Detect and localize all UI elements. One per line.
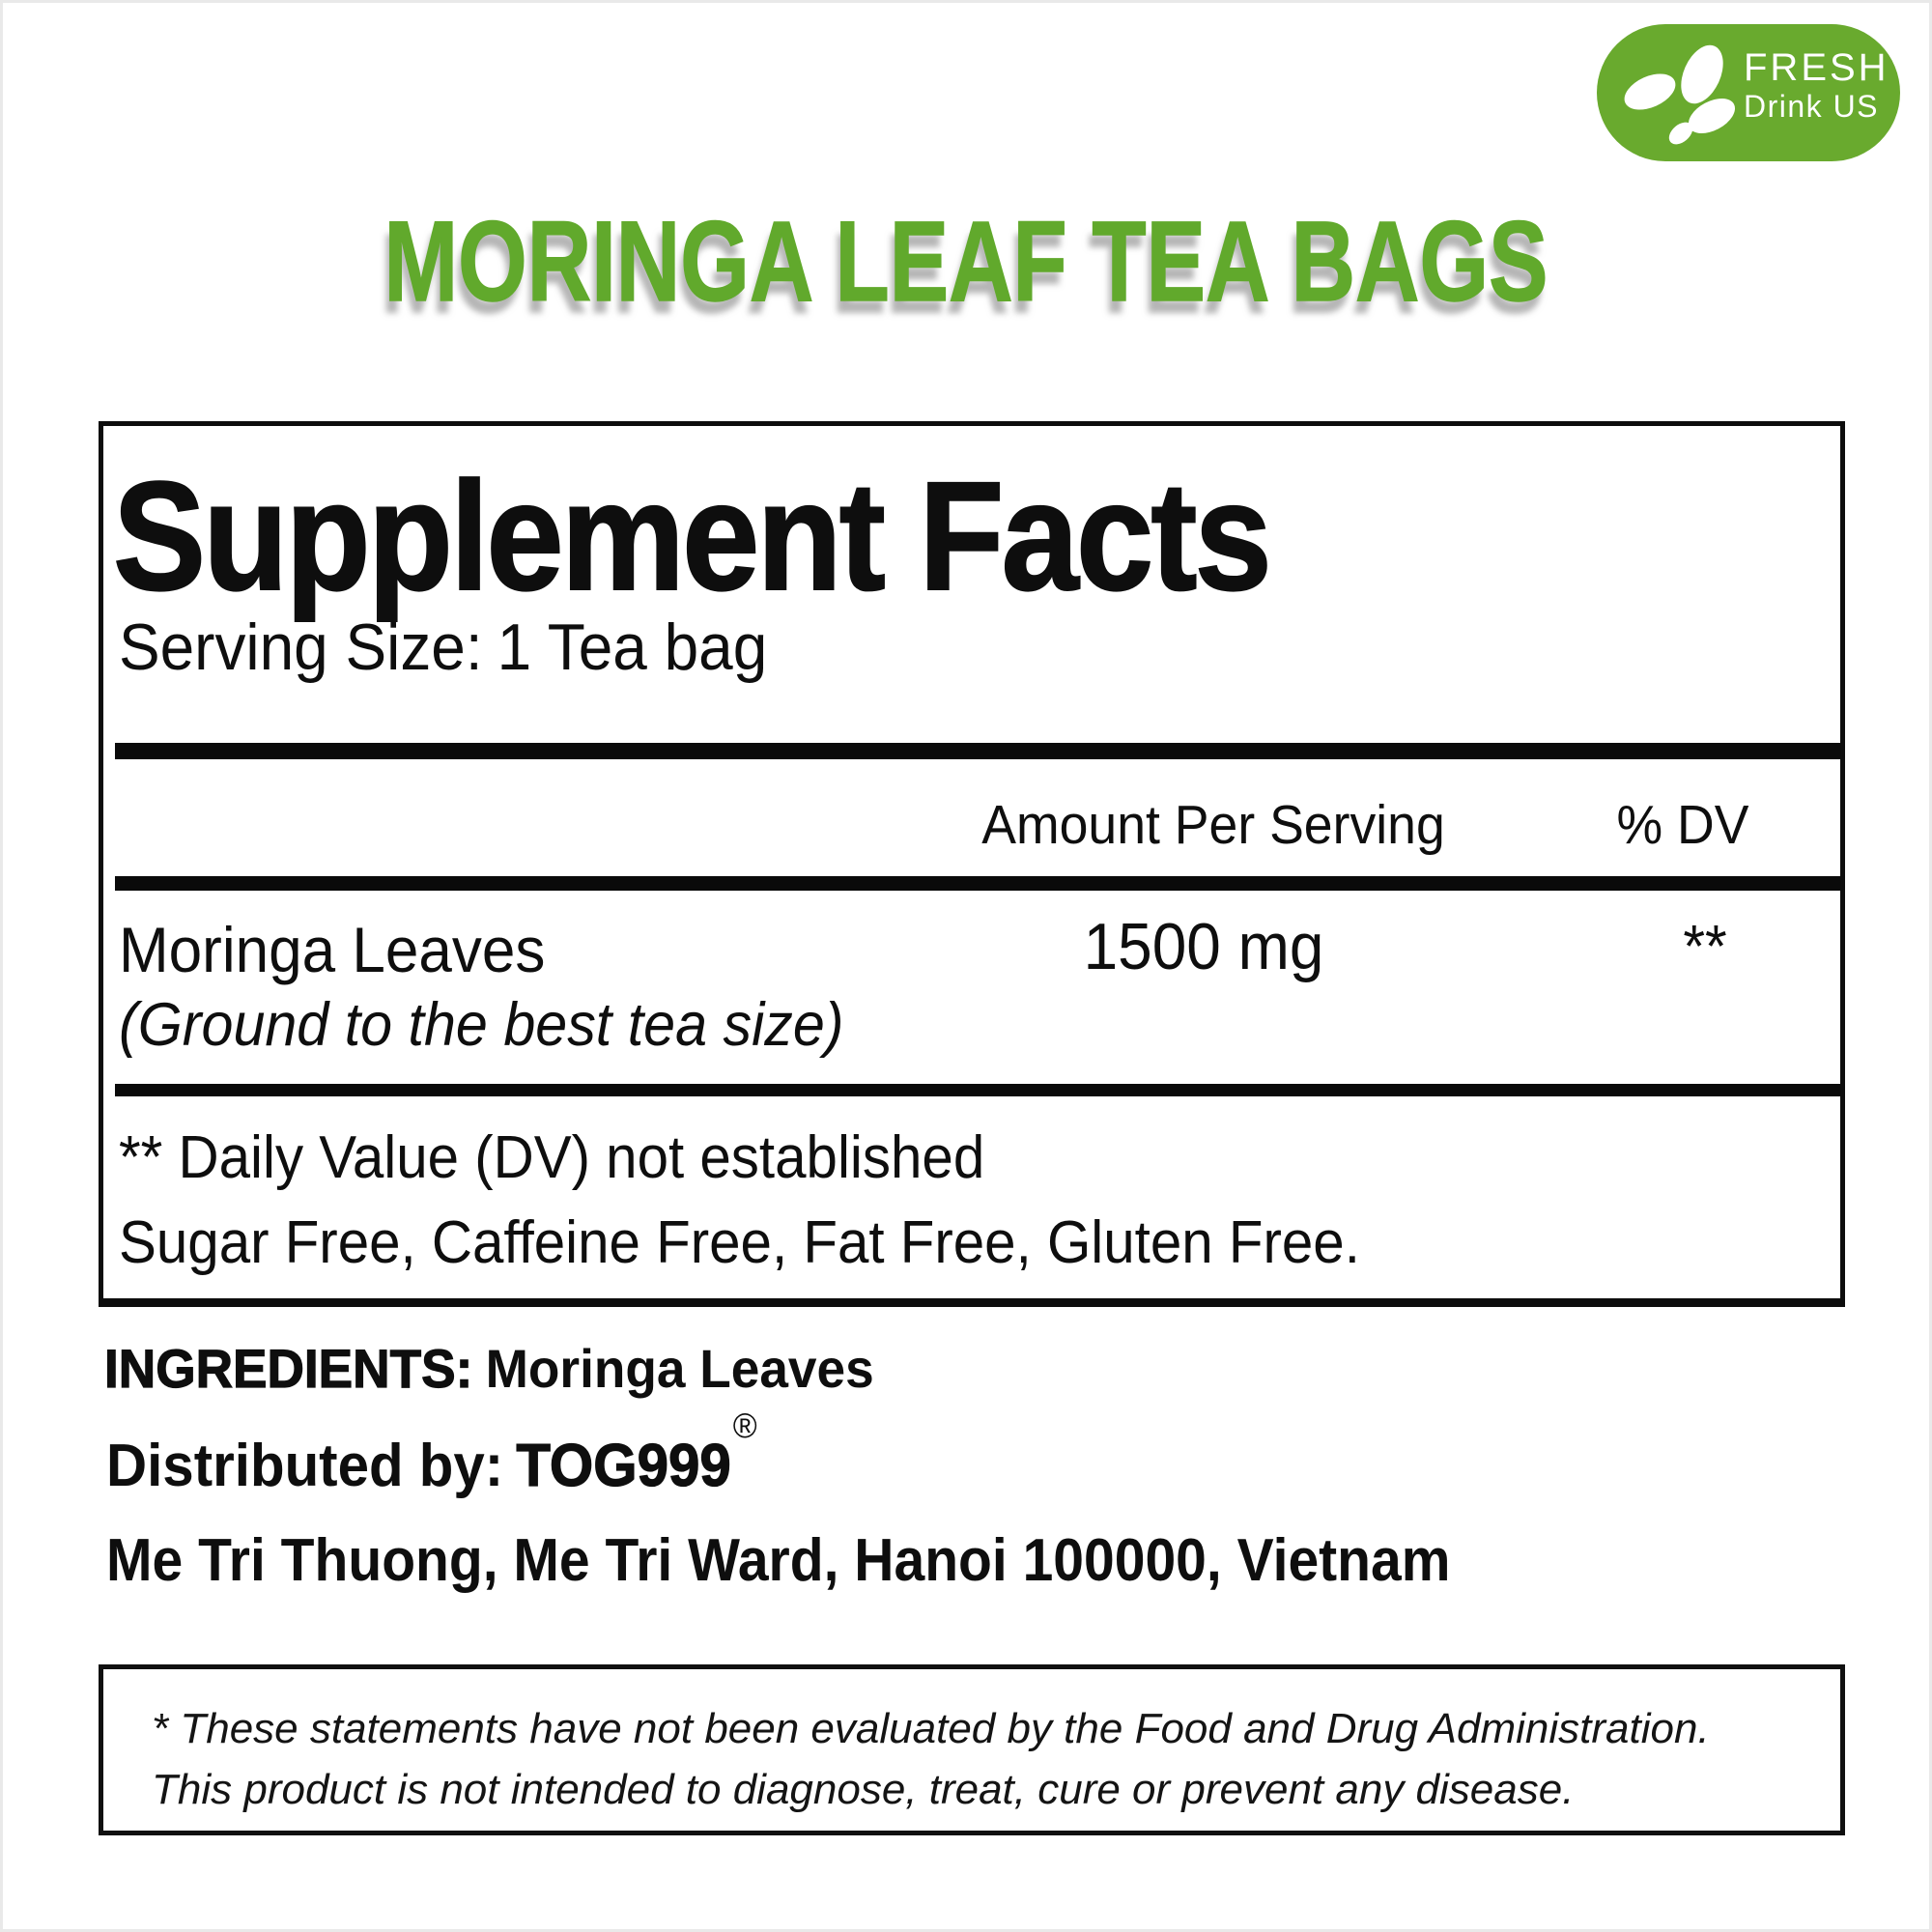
fda-disclaimer-box [99, 1664, 1845, 1835]
distributor-label: Distributed by: [106, 1433, 504, 1499]
disclaimer-line-1: * These statements have not been evaluated by the Food and Drug Administration. [152, 1705, 1710, 1752]
distributor-address: Me Tri Thuong, Me Tri Ward, Hanoi 100000, Vietnam [106, 1527, 1451, 1594]
ingredient-row-dv: ** [1683, 914, 1727, 980]
column-header-amount: Amount Per Serving [981, 794, 1445, 856]
serving-size-label: Serving Size: [119, 611, 483, 684]
ingredient-row-amount: 1500 mg [1083, 910, 1324, 983]
serving-size-line [119, 610, 767, 685]
registered-trademark-icon: ® [732, 1406, 757, 1446]
logo-brand-name: FRESH [1744, 46, 1889, 89]
column-header-dv: % DV [1616, 794, 1749, 856]
disclaimer-line-2: This product is not intended to diagnose, treat, cure or prevent any disease. [152, 1766, 1575, 1813]
logo-text [1744, 47, 1889, 124]
divider-bar-top [115, 743, 1840, 759]
ingredients-label: INGREDIENTS: [104, 1338, 473, 1399]
distributor-brand: TOG999 [516, 1433, 731, 1499]
facts-footnote-free: Sugar Free, Caffeine Free, Fat Free, Gluten Free. [119, 1209, 1360, 1276]
supplement-facts-panel [99, 421, 1845, 1307]
divider-bar-bottom [115, 1084, 1840, 1096]
ingredients-line [104, 1337, 874, 1400]
ingredient-row-note: (Ground to the best tea size) [119, 991, 844, 1059]
brand-logo [1597, 24, 1900, 161]
ingredient-row-name: Moringa Leaves [119, 914, 546, 985]
serving-size-value: 1 Tea bag [497, 611, 768, 684]
logo-brand-subtitle: Drink US [1744, 89, 1880, 124]
divider-bar-header [115, 876, 1840, 891]
ingredients-value: Moringa Leaves [485, 1338, 874, 1399]
facts-heading: Supplement Facts [113, 449, 1270, 622]
product-title: MORINGA LEAF TEA BAGS [384, 198, 1548, 326]
distributor-line [106, 1406, 757, 1500]
facts-footnote-dv: ** Daily Value (DV) not established [119, 1124, 985, 1191]
